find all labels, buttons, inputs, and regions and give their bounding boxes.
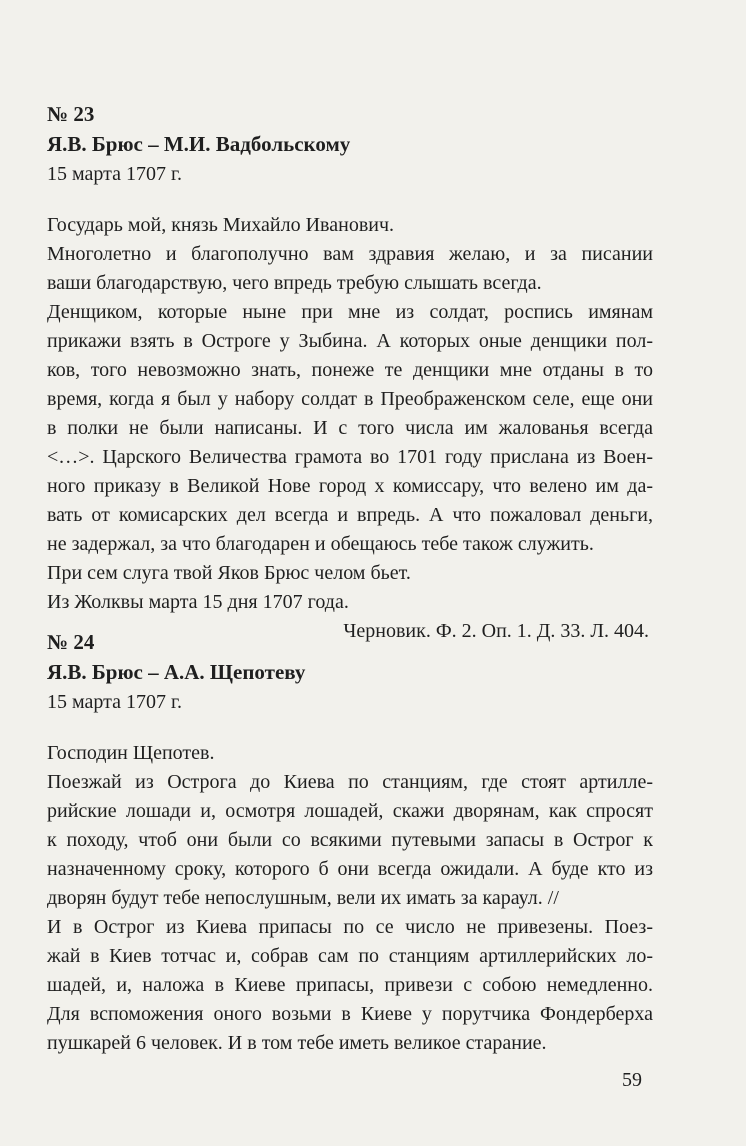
letter-line: При сем слуга твой Яков Брюс челом бьет. bbox=[47, 562, 411, 584]
document-23 bbox=[47, 100, 653, 646]
letter-line: И в Острог из Киева припасы по се число не привезены. Поез- bbox=[47, 916, 653, 938]
letter-line: Для вспоможения оного возьми в Киеве у порутчика Фондерберха bbox=[47, 1003, 653, 1025]
document-title: Я.В. Брюс – М.И. Вадбольскому bbox=[47, 132, 351, 156]
letter-salutation: Государь мой, князь Михайло Иванович. bbox=[47, 214, 395, 236]
letter-line: время, когда я был у набору солдат в Преображенском селе, еще они bbox=[47, 388, 653, 410]
page-number: 59 bbox=[622, 1069, 642, 1091]
letter-line: Из Жолквы марта 15 дня 1707 года. bbox=[47, 591, 349, 613]
letter-line: ного приказу в Великой Нове город х комиссару, что велено им да- bbox=[47, 475, 653, 497]
letter-line: в полки не были написаны. И с того числа им жалованья всегда bbox=[47, 417, 653, 439]
document-date: 15 марта 1707 г. bbox=[47, 691, 182, 713]
letter-line: прикажи взять в Остроге у Зыбина. А которых оные денщики пол- bbox=[47, 330, 653, 352]
document-24 bbox=[47, 628, 653, 1058]
letter-line: рийские лошади и, осмотря лошадей, скажи дворянам, как спросят bbox=[47, 800, 653, 822]
document-title: Я.В. Брюс – А.А. Щепотеву bbox=[47, 660, 306, 684]
document-number: № 24 bbox=[47, 630, 95, 654]
letter-line: ваши благодарствую, чего впредь требую слышать всегда. bbox=[47, 272, 542, 294]
letter-line: пушкарей 6 человек. И в том тебе иметь великое старание. bbox=[47, 1032, 547, 1054]
letter-line: назначенному сроку, которого б они всегда ожидали. А буде кто из bbox=[47, 858, 653, 880]
letter-line: не задержал, за что благодарен и обещаюсь тебе також служить. bbox=[47, 533, 594, 555]
letter-line: ков, того невозможно знать, понеже те денщики мне отданы в то bbox=[47, 359, 653, 381]
letter-line: вать от комисарских дел всегда и впредь. А что пожаловал деньги, bbox=[47, 504, 653, 526]
letter-line: жай в Киев тотчас и, собрав сам по станциям артиллерийских ло- bbox=[47, 945, 653, 967]
letter-line: Поезжай из Острога до Киева по станциям, где стоят артилле- bbox=[47, 771, 653, 793]
letter-line: к походу, чтоб они были со всякими путевыми запасы в Острог к bbox=[47, 829, 653, 851]
letter-salutation: Господин Щепотев. bbox=[47, 742, 215, 764]
document-number: № 23 bbox=[47, 102, 95, 126]
letter-line: Многолетно и благополучно вам здравия желаю, и за писании bbox=[47, 243, 653, 265]
letter-line: шадей, и, наложа в Киеве припасы, привези с собою немедленно. bbox=[47, 974, 653, 996]
archive-source: Черновик. Ф. 2. Оп. 1. Д. 33. Л. 404. bbox=[343, 620, 649, 642]
letter-line: Денщиком, которые ныне при мне из солдат, роспись имянам bbox=[47, 301, 653, 323]
document-date: 15 марта 1707 г. bbox=[47, 163, 182, 185]
letter-line: <…>. Царского Величества грамота во 1701 году прислана из Воен- bbox=[47, 446, 653, 468]
letter-line: дворян будут тебе непослушным, вели их имать за караул. // bbox=[47, 887, 559, 909]
